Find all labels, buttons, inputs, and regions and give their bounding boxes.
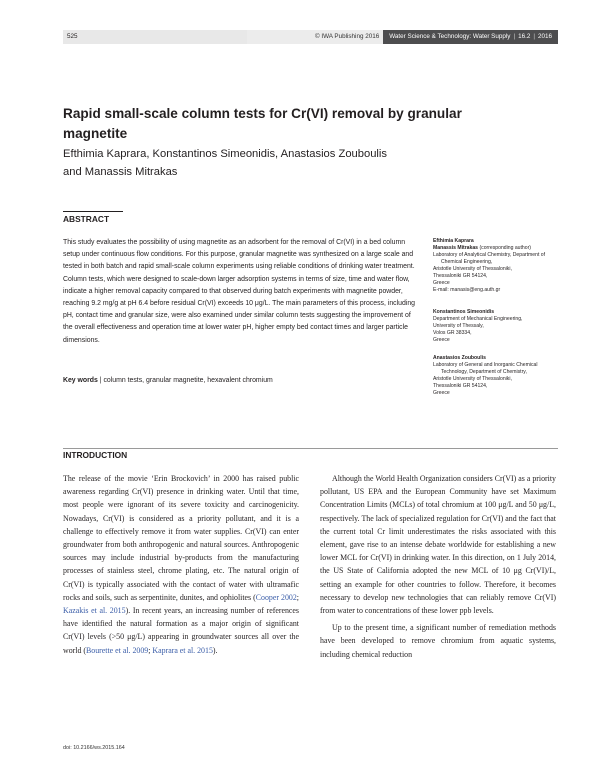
running-header — [63, 30, 558, 44]
affiliation-line: Department of Mechanical Engineering, — [433, 316, 523, 322]
affiliation-email: E-mail: manasis@eng.auth.gr — [433, 287, 501, 293]
paragraph-text: ). — [212, 645, 218, 655]
affiliation-name: Manassis Mitrakas — [433, 245, 479, 251]
affiliation-line: Laboratory of Analytical Chemistry, Department of — [433, 252, 546, 258]
copyright: © IWA Publishing 2016 — [247, 30, 383, 44]
abstract-rule — [63, 211, 123, 212]
citation-link[interactable]: Kaprara et al. 2015 — [152, 645, 213, 655]
affiliation-line: Greece — [433, 280, 450, 286]
authors — [63, 145, 463, 181]
paragraph-text: The release of the movie ‘Erin Brockovich’ in 2000 has raised public awareness regarding Cr(VI) presence in drinking water. Until that time, most people were ignorant of its severe toxicity and carcinogenicity. Nowadays, Cr(VI) is considered as a priority pollutant, and it is a challenge to effectively remove it from water supplies. Cr(VI) can enter groundwater from both anthropogenic and natural sources. Anthropogenic sources may include industrial by-products from the manufacturing processes of stainless steel, chrome plating, etc. The natural origin of Cr(VI) is typically associated with the contact of water with ultramafic rocks and soils, such as serpentinite, dunites, and ophiolites ( — [63, 474, 299, 602]
keywords: Key words | column tests, granular magnetite, hexavalent chromium — [63, 377, 273, 384]
abstract-text: This study evaluates the possibility of using magnetite as an adsorbent for the removal of Cr(VI) in a bed column setup under continuous flow conditions. For this purpose, granular magnetite was synthesized on a large scale and tested in both batch and rapid small-scale column experiments using reliable conditions of drinking water treatment. Column tests, which were designed to scale-down larger adsorption systems in terms of size, time and water flow, indicate a higher removal capacity compared to that observed during batch experiments with magnetite powder, reaching 9.2 mg/g at pH 6.4 before residual Cr(VI) exceeds 10 μg/L. The main parameters of this process, including pH, contact time and granular size, were also examined under similar column tests suggesting the improvement of the overall effectiveness and operation time at lower water pH, higher empty bed contact times and larger particle dimensions. — [63, 239, 416, 344]
paragraph-text: ). In recent years, an increasing number of references have identified the natural formation as a major origin of significant Cr(VI) levels (>50 μg/L) appearing in groundwater sources all over the world ( — [63, 606, 299, 655]
affiliation-block — [433, 238, 563, 294]
section-divider — [63, 448, 558, 449]
affiliation-line: Greece — [433, 390, 450, 396]
affiliation-block — [433, 309, 563, 344]
corresponding-note: (corresponding author) — [479, 245, 531, 251]
keywords-label: Key words — [63, 377, 98, 384]
affiliation-line: Laboratory of General and Inorganic Chemical — [433, 362, 538, 368]
affiliation-line: Thessaloniki GR 54124, — [433, 383, 488, 389]
intro-paragraph — [63, 472, 299, 657]
page-number: 525 — [63, 30, 247, 44]
intro-right-column — [320, 472, 556, 661]
intro-paragraph: Up to the present time, a significant number of remediation methods have been developed to remove chromium from aquatic systems, including chemical reduction — [320, 623, 556, 659]
intro-paragraph: Although the World Health Organization considers Cr(VI) as a priority pollutant, US EPA and the European Community have set Maximum Concentration Limits (MCLs) of total chromium at 100 μg/L and 50 μg/L, respectively. The lack of specialized regulation for Cr(VI) and the fact that the current total Cr limit underestimates the risks associated with this element, gave rise to an intense debate worldwide for establishing a new lower MCL for Cr(VI) in drinking water. In this direction, on 1 July 2014, the US State of California adopted the new MCL of 10 μg Cr(VI)/L, setting an example for other countries to follow. Therefore, it becomes necessary to develop new technologies that can reliably remove Cr(VI) from water to concentrations of these lower ppb levels. — [320, 474, 556, 616]
journal-info: Water Science & Technology: Water Supply | 16.2 | 2016 — [383, 30, 558, 44]
affiliation-line: Volos GR 38334, — [433, 330, 472, 336]
paragraph-text: ; — [296, 592, 299, 602]
introduction-heading: INTRODUCTION — [63, 450, 128, 460]
affiliation-block — [433, 355, 563, 397]
journal-year: 2016 — [537, 33, 552, 40]
affiliation-line: Greece — [433, 337, 450, 343]
authors-line-2: and Manassis Mitrakas — [63, 166, 178, 178]
article-title: Rapid small-scale column tests for Cr(VI) removal by granular magnetite — [63, 106, 462, 141]
affiliation-line: Aristotle University of Thessaloniki, — [433, 266, 512, 272]
affiliation-name: Konstantinos Simeonidis — [433, 309, 495, 315]
citation-link[interactable]: Cooper 2002 — [255, 592, 297, 602]
affiliation-name: Efthimia Kaprara — [433, 238, 474, 244]
volume-issue: 16.2 — [518, 33, 531, 40]
doi[interactable]: doi: 10.2166/ws.2015.164 — [63, 745, 125, 751]
citation-link[interactable]: Bourette et al. 2009 — [86, 645, 149, 655]
authors-line-1: Efthimia Kaprara, Konstantinos Simeonidis, Anastasios Zouboulis — [63, 148, 387, 160]
affiliation-line: Aristotle University of Thessaloniki, — [433, 376, 512, 382]
intro-left-column — [63, 472, 299, 657]
affiliation-line: Chemical Engineering, — [441, 259, 493, 265]
journal-name: Water Science & Technology: Water Supply — [389, 33, 511, 40]
citation-link[interactable]: Kazakis et al. 2015 — [63, 606, 126, 616]
keywords-list: column tests, granular magnetite, hexavalent chromium — [103, 377, 273, 384]
abstract-heading: ABSTRACT — [63, 214, 110, 224]
affiliation-line: Thessaloniki GR 54124, — [433, 273, 488, 279]
affiliation-line: University of Thessaly, — [433, 323, 484, 329]
affiliation-name: Anastasios Zouboulis — [433, 355, 486, 361]
paragraph-text: ; — [148, 645, 153, 655]
affiliation-line: Technology, Department of Chemistry, — [441, 369, 527, 375]
